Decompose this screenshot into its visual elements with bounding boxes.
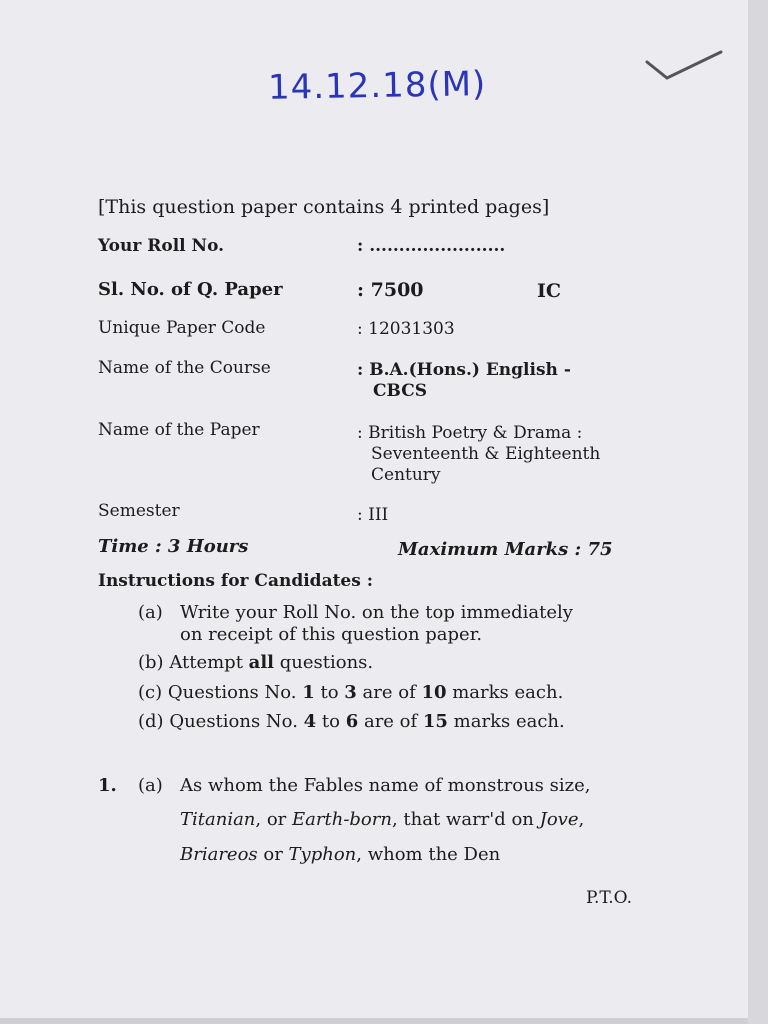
q-text-or: , or — [255, 809, 293, 830]
instruction-d-to: to — [316, 711, 346, 732]
q-text-den: , whom the Den — [356, 844, 501, 865]
q-text-comma: , — [578, 809, 585, 830]
q-italic-earthborn: Earth-born — [292, 809, 392, 830]
q-italic-titanian: Titanian — [180, 809, 256, 830]
instruction-d-areof: are of — [358, 711, 423, 732]
instruction-b-bold: all — [248, 652, 275, 673]
instruction-c — [138, 682, 563, 703]
paper-value-line3: Century — [371, 465, 441, 485]
question-part: (a) — [138, 775, 163, 796]
q-italic-briareos: Briareos — [180, 844, 258, 865]
instruction-c-end: marks each. — [446, 682, 564, 703]
roll-no-label: Your Roll No. — [98, 236, 225, 256]
question-line3 — [180, 844, 500, 865]
page-edge — [748, 0, 768, 1024]
instruction-d-tag: (d) — [138, 711, 164, 732]
instruction-c-num1: 1 — [302, 682, 315, 703]
pto-label: P.T.O. — [586, 888, 632, 908]
instruction-d — [138, 711, 565, 732]
course-value-line2: CBCS — [373, 381, 428, 401]
question-line1: As whom the Fables name of monstrous size, — [180, 775, 591, 796]
course-value-line1: : B.A.(Hons.) English - — [357, 360, 571, 380]
instruction-d-text: Questions No. — [169, 711, 304, 732]
instruction-c-text: Questions No. — [167, 682, 303, 703]
instruction-c-tag: (c) — [138, 682, 163, 703]
instruction-d-num1: 4 — [303, 711, 317, 732]
q-italic-jove: Jove — [539, 809, 579, 830]
q-text-warrd: , that warr'd on — [391, 809, 540, 830]
instruction-b-text-end: questions. — [274, 652, 374, 673]
question-number: 1. — [98, 775, 117, 796]
instruction-c-marks: 10 — [421, 682, 447, 703]
instruction-b-tag: (b) — [138, 652, 164, 673]
paper-value-line1: : British Poetry & Drama : — [357, 423, 583, 443]
paper-value-line2: Seventeenth & Eighteenth — [371, 444, 601, 464]
slno-code: IC — [537, 280, 562, 302]
instruction-d-num2: 6 — [345, 711, 359, 732]
slno-value: : 7500 — [357, 279, 424, 301]
slno-label: Sl. No. of Q. Paper — [98, 279, 283, 300]
max-marks: Maximum Marks : 75 — [398, 539, 613, 560]
check-mark-icon — [645, 48, 725, 88]
question-line2 — [180, 809, 584, 830]
instruction-d-marks: 15 — [422, 711, 448, 732]
paper-label: Name of the Paper — [98, 420, 260, 440]
instruction-d-end: marks each. — [447, 711, 565, 732]
roll-no-value: : ....................... — [357, 236, 506, 256]
time-label: Time : 3 Hours — [98, 536, 249, 557]
handwritten-date: 14.12.18(M) — [267, 64, 487, 108]
instruction-a-line2: on receipt of this question paper. — [180, 624, 483, 645]
semester-label: Semester — [98, 501, 180, 521]
instruction-a-line1: Write your Roll No. on the top immediately — [180, 602, 573, 623]
instruction-c-num2: 3 — [344, 682, 357, 703]
upc-value: : 12031303 — [357, 319, 455, 339]
instruction-c-to: to — [314, 682, 345, 703]
instructions-heading: Instructions for Candidates : — [98, 571, 374, 591]
instruction-b — [138, 652, 373, 673]
q-italic-typhon: Typhon — [288, 844, 357, 865]
instruction-a-tag: (a) — [138, 602, 163, 623]
q-text-or2: or — [257, 844, 289, 865]
instruction-b-text: Attempt — [169, 652, 249, 673]
semester-value: : III — [357, 505, 389, 525]
instruction-c-areof: are of — [356, 682, 422, 703]
pages-note: [This question paper contains 4 printed pages] — [98, 196, 550, 218]
course-label: Name of the Course — [98, 358, 271, 378]
upc-label: Unique Paper Code — [98, 318, 266, 338]
